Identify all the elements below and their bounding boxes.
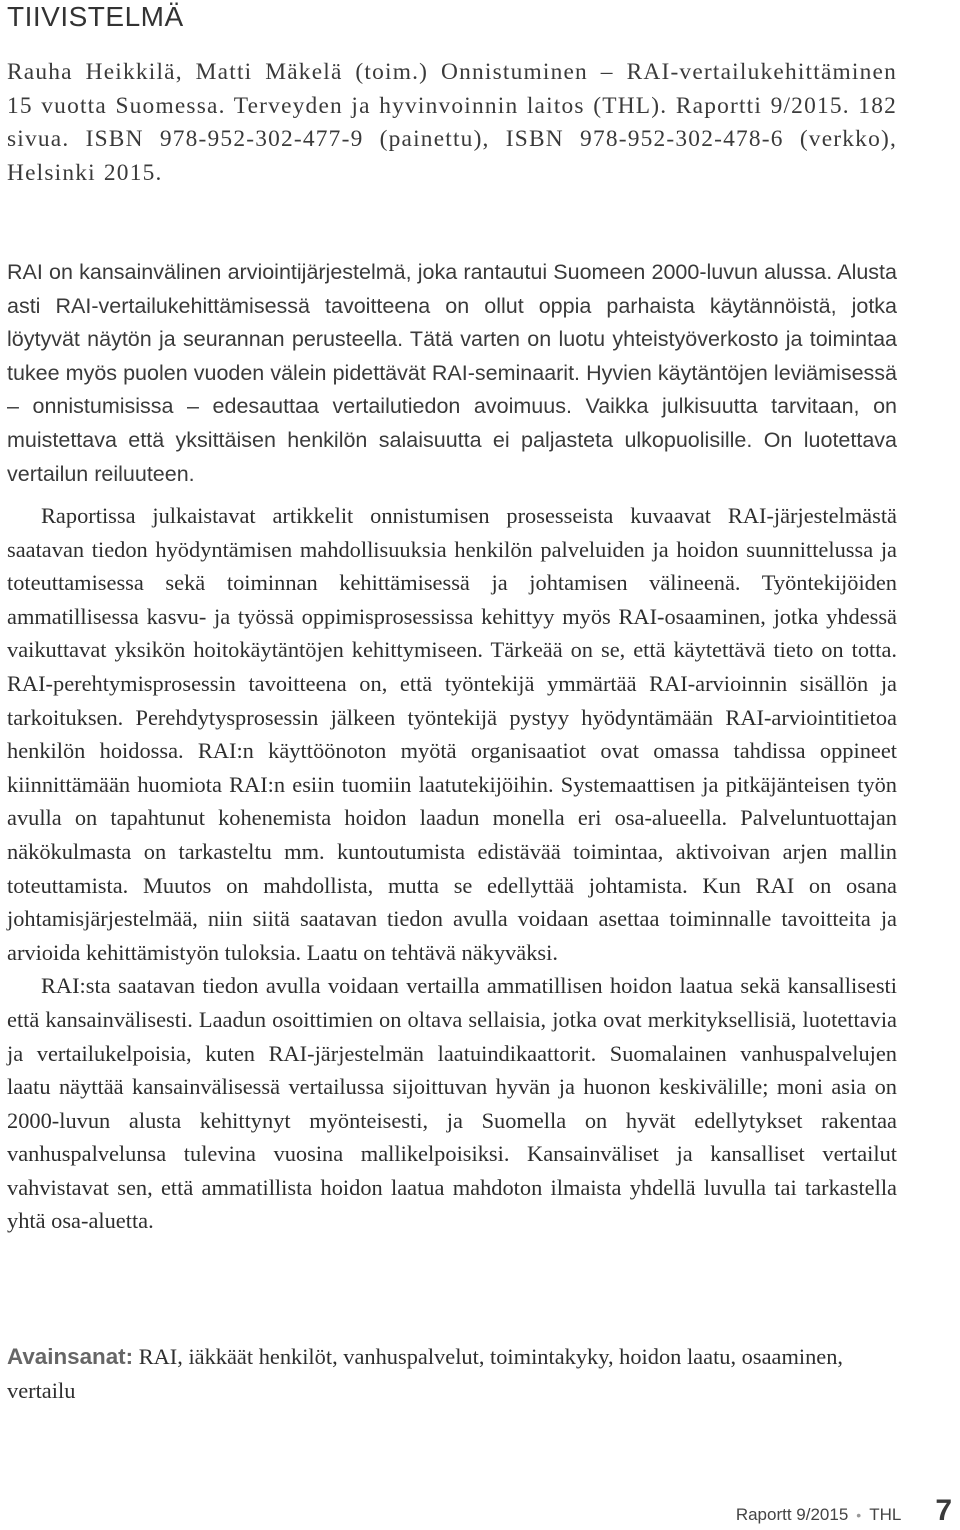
- keywords-text: RAI, iäkkäät henkilöt, vanhuspalvelut, toimintakyky, hoidon laatu, osaaminen, vertailu: [7, 1344, 844, 1403]
- keywords-label: Avainsanat:: [7, 1344, 134, 1369]
- footer-series: Raportt 9/2015: [735, 1505, 849, 1524]
- body-text: [7, 499, 897, 1238]
- footer-publisher: THL: [869, 1505, 902, 1524]
- page-title: TIIVISTELMÄ: [7, 1, 184, 32]
- keywords: [7, 1340, 897, 1407]
- page-number: 7: [935, 1494, 952, 1527]
- body-paragraph: Raportissa julkaistavat artikkelit onnistumisen prosesseista kuvaavat RAI-järjestelmästä saatavan tiedon hyödyntämisen mahdollisuuksia henkilön palveluiden ja hoidon suunnittelussa ja toteuttamisessa sekä toiminnan kehittämisessä ja johtamisen välineenä. Työntekijöiden ammatillisessa kasvu- ja työssä oppimisprosessissa kehittyy myös RAI-osaaminen, jotka yhdessä vaikuttavat yksikön hoitokäytäntöjen kehittymiseen. Tärkeää on se, että käytettävä tieto on totta. RAI-perehtymisprosessin tavoitteena on, että työntekijä ymmärtää RAI-arvioinnin sisällön ja tarkoituksen. Perehdytysprosessin jälkeen työntekijä pystyy hyödyntämään RAI-arviointitietoa henkilön hoidossa. RAI:n käyttöönoton myötä organisaatiot ovat omassa tahdissa oppineet kiinnittämään huomiota RAI:n esiin tuomiin laatutekijöihin. Systemaattisen ja pitkäjänteisen työn avulla on tapahtunut kohenemista hoidon laadun monella eri osa-alueella. Palveluntuottajan näkökulmasta on tarkasteltu mm. kuntoutumista edistävää toimintaa, aktivoivan arjen mallin toteuttamista. Muutos on mahdollista, mutta se edellyttää johtamista. Kun RAI on osana johtamisjärjestelmää, niin siitä saatavan tiedon avulla voidaan asettaa toiminnalle tavoitteita ja arvioida kehittämistyön tuloksia. Laatu on tehtävä näkyväksi.: [7, 503, 897, 965]
- page-footer: [736, 1494, 952, 1528]
- body-paragraph: RAI:sta saatavan tiedon avulla voidaan vertailla ammatillisen hoidon laatua sekä kansallisesti että kansainvälisesti. Laadun osoittimien on oltava sellaisia, jotka ovat merkityksellisiä, luotettavia ja vertailukelpoisia, kuten RAI-järjestelmän laatuindikaattorit. Suomalainen vanhuspalvelujen laatu näyttää kansainvälisessä vertailussa sijoittuvan hyvän ja huonon keskivälille; moni asia on 2000-luvun alusta kehittynyt myönteisesti, ja Suomella on hyvät edellytykset rakentaa vanhuspalvelunsa tulevina vuosina mallikelpoisiksi. Kansainväliset ja kansalliset vertailut vahvistavat sen, että ammatillista hoidon laatua mahdoton ilmaista yhdellä luvulla tai tarkastella yhtä osa-aluetta.: [7, 973, 897, 1234]
- footer-separator: •: [856, 1507, 862, 1523]
- lead-paragraph: RAI on kansainvälinen arviointijärjestelmä, joka rantautui Suomeen 2000-luvun alussa. Alusta asti RAI-vertailukehittämisessä tavoitteena on ollut oppia parhaista käytännöistä, jotka löytyvät näytön ja seurannan perusteella. Tätä varten on luotu yhteistyöverkosto ja toimintaa tukee myös puolen vuoden välein pidettävät RAI-seminaarit. Hyvien käytäntöjen leviämisessä – onnistumisissa – edesauttaa vertailutiedon avoimuus. Vaikka julkisuutta tarvitaan, on muistettava että yksittäisen henkilön salaisuutta ei paljasteta ulkopuolisille. On luotettava vertailun reiluuteen.: [7, 260, 897, 486]
- citation: Rauha Heikkilä, Matti Mäkelä (toim.) Onnistuminen – RAI-vertailukehittäminen 15 vuotta Suomessa. Terveyden ja hyvinvoinnin laitos (THL). Raportti 9/2015. 182 sivua. ISBN 978-952-302-477-9 (painettu), ISBN 978-952-302-478-6 (verkko), Helsinki 2015.: [7, 59, 897, 186]
